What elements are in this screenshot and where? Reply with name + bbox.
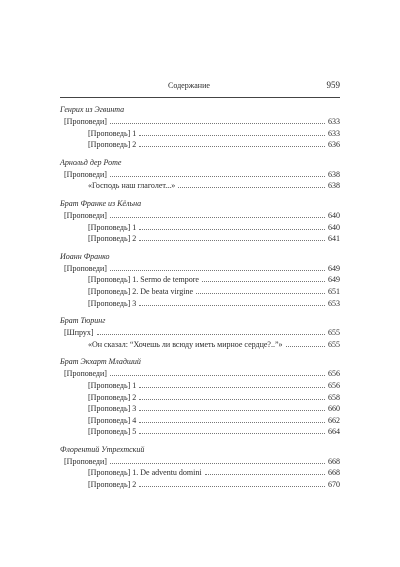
toc-entry-page: 653: [328, 298, 340, 308]
toc-entry-title: [Проповедь] 5: [88, 427, 137, 437]
dot-leader: [97, 328, 325, 335]
toc-section: [60, 444, 340, 491]
toc-entry-title: [Проповедь] 2: [88, 480, 137, 490]
toc-entry-page: 656: [328, 380, 340, 390]
toc-entry-page: 636: [328, 140, 340, 150]
toc-entry-page: 649: [328, 263, 340, 273]
toc-entry: [60, 180, 340, 192]
toc-entry: [60, 286, 340, 298]
dot-leader: [139, 234, 325, 241]
toc-entry-title: [Шпрух]: [64, 328, 94, 338]
toc-entry-title: [Проповедь] 2: [88, 140, 137, 150]
header-rule: [60, 97, 340, 98]
toc-entry-title: [Проповедь] 1: [88, 222, 137, 232]
toc-entry-title: [Проповедь] 1. De adventu domini: [88, 468, 202, 478]
toc-entry: [60, 415, 340, 427]
dot-leader: [139, 393, 325, 400]
toc-entry: [60, 456, 340, 468]
toc-entry-title: [Проповедь] 2. De beata virgine: [88, 286, 193, 296]
toc-entry-page: 655: [328, 328, 340, 338]
toc-entry-page: 670: [328, 480, 340, 490]
toc-entry: [60, 274, 340, 286]
author-heading: Брат Экхарт Младший: [60, 357, 141, 367]
dot-leader: [202, 275, 325, 282]
toc-entry-title: [Проповедь] 1: [88, 380, 137, 390]
toc-entry-title: [Проповеди]: [64, 456, 107, 466]
toc-entry: [60, 403, 340, 415]
toc-section: [60, 157, 340, 192]
toc-entry: [60, 233, 340, 245]
toc-entry: [60, 263, 340, 275]
toc-entry-title: «Он сказал: “Хочешь ли всюду иметь мирное сердце?..”»: [88, 339, 283, 349]
toc-entry-page: 640: [328, 222, 340, 232]
toc-entry-page: 655: [328, 339, 340, 349]
toc-entry: [60, 479, 340, 491]
toc-entry: [60, 139, 340, 151]
toc-entry: [60, 339, 340, 351]
toc-entry-page: 660: [328, 404, 340, 414]
toc-entry: [60, 298, 340, 310]
toc-entry-title: [Проповеди]: [64, 210, 107, 220]
toc-entry: [60, 222, 340, 234]
toc-entry-page: 668: [328, 456, 340, 466]
author-heading: Иоанн Франко: [60, 251, 110, 261]
author-heading: Брат Тюринг: [60, 316, 106, 326]
dot-leader: [286, 340, 325, 347]
dot-leader: [139, 381, 325, 388]
toc-entry: [60, 128, 340, 140]
toc-entry: [60, 392, 340, 404]
author-heading: Генрих из Эгвинта: [60, 105, 125, 114]
page-number: 959: [326, 80, 340, 90]
table-of-contents: [60, 104, 340, 491]
author-heading: Брат Франке из Кёльна: [60, 198, 142, 208]
toc-entry-title: [Проповедь] 3: [88, 298, 137, 308]
dot-leader: [110, 457, 325, 464]
toc-entry-title: [Проповеди]: [64, 117, 107, 126]
dot-leader: [110, 117, 325, 124]
toc-entry: [60, 368, 340, 380]
toc-entry: [60, 169, 340, 181]
toc-entry-page: 633: [328, 117, 340, 126]
toc-entry-page: 651: [328, 286, 340, 296]
toc-entry: [60, 210, 340, 222]
running-header-title: Содержание: [168, 81, 210, 90]
toc-entry-title: [Проповеди]: [64, 169, 107, 179]
author-heading: Флорентий Утрехтский: [60, 444, 145, 454]
dot-leader: [139, 427, 325, 434]
dot-leader: [139, 404, 325, 411]
toc-entry-title: [Проповеди]: [64, 369, 107, 379]
toc-entry-title: [Проповеди]: [64, 263, 107, 273]
toc-entry-page: 640: [328, 210, 340, 220]
author-heading: Арнольд дер Роте: [60, 157, 122, 167]
toc-section: [60, 315, 340, 350]
dot-leader: [110, 211, 325, 218]
running-header: [60, 80, 340, 90]
toc-entry-title: [Проповедь] 2: [88, 234, 137, 244]
toc-entry-page: 638: [328, 181, 340, 191]
dot-leader: [205, 468, 325, 475]
toc-entry: [60, 380, 340, 392]
toc-entry-title: [Проповедь] 3: [88, 404, 137, 414]
toc-entry: [60, 467, 340, 479]
toc-section: [60, 356, 340, 438]
toc-entry-title: [Проповедь] 2: [88, 392, 137, 402]
toc-entry: [60, 116, 340, 128]
toc-entry-page: 658: [328, 392, 340, 402]
toc-section: [60, 104, 340, 151]
dot-leader: [110, 369, 325, 376]
toc-entry-page: 641: [328, 234, 340, 244]
toc-entry: [60, 426, 340, 438]
dot-leader: [139, 416, 325, 423]
toc-entry-page: 638: [328, 169, 340, 179]
toc-entry-page: 649: [328, 275, 340, 285]
toc-entry-page: 664: [328, 427, 340, 437]
dot-leader: [139, 480, 325, 487]
toc-entry-page: 662: [328, 415, 340, 425]
dot-leader: [139, 140, 325, 147]
dot-leader: [178, 181, 325, 188]
dot-leader: [110, 170, 325, 177]
dot-leader: [139, 129, 325, 136]
toc-entry: [60, 327, 340, 339]
toc-entry-title: «Господь наш глаголет...»: [88, 181, 176, 191]
dot-leader: [110, 264, 325, 271]
dot-leader: [139, 299, 325, 306]
toc-entry-page: 656: [328, 369, 340, 379]
toc-section: [60, 198, 340, 245]
toc-entry-page: 668: [328, 468, 340, 478]
dot-leader: [139, 223, 325, 230]
toc-entry-title: [Проповедь] 1. Sermo de tempore: [88, 275, 199, 285]
toc-section: [60, 251, 340, 309]
toc-entry-title: [Проповедь] 4: [88, 415, 137, 425]
toc-entry-title: [Проповедь] 1: [88, 128, 137, 138]
dot-leader: [196, 287, 325, 294]
toc-entry-page: 633: [328, 128, 340, 138]
